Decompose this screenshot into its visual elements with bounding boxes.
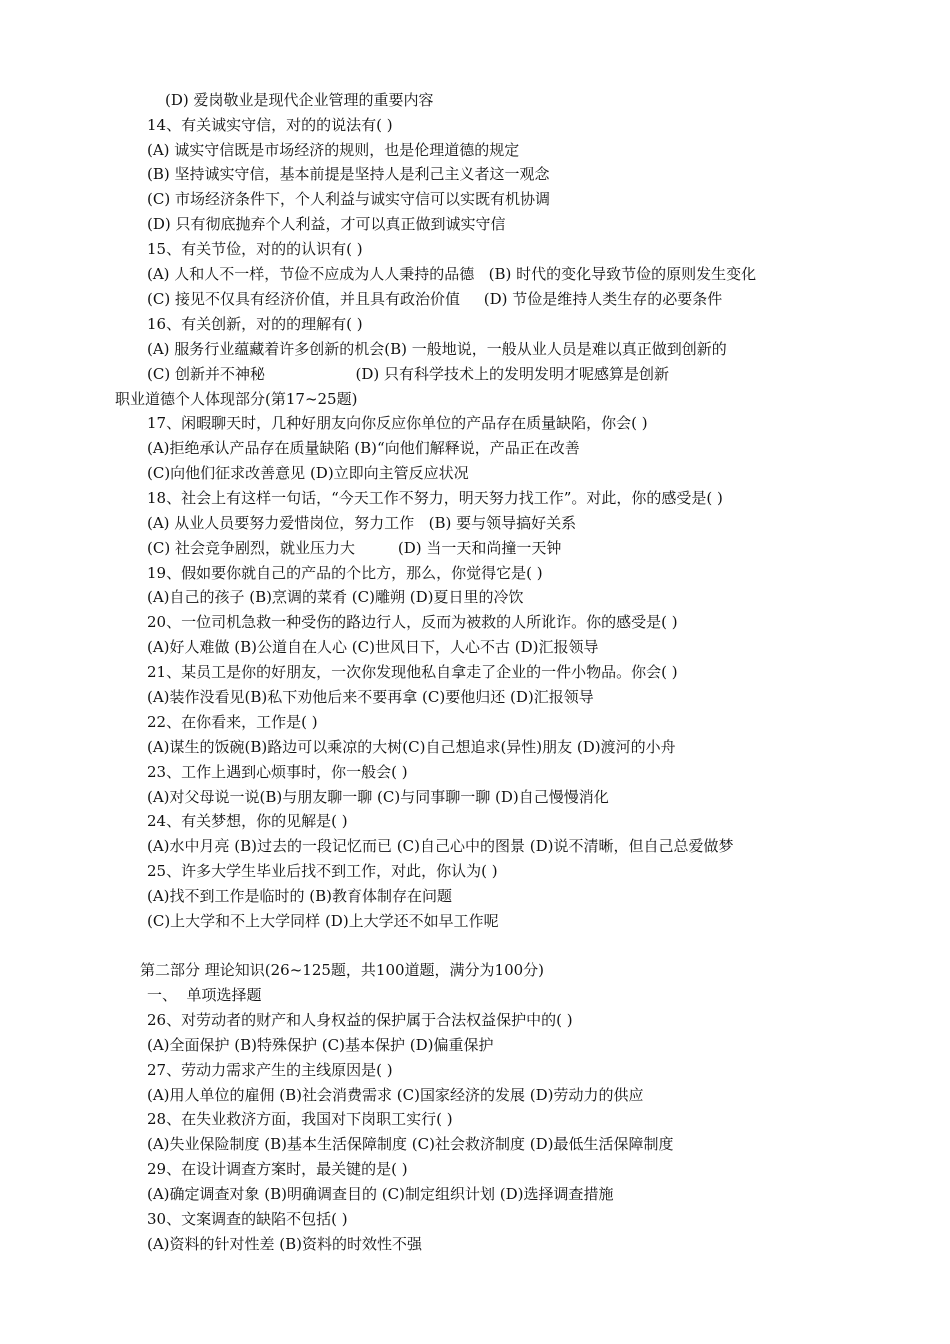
option-line: (C) 市场经济条件下，个人利益与诚实守信可以实既有机协调 bbox=[147, 190, 550, 208]
question-line: 24、有关梦想，你的见解是( ) bbox=[147, 812, 348, 830]
question-line: 15、有关节俭，对的的认识有( ) bbox=[147, 240, 363, 258]
question-line: 18、社会上有这样一句话，“今天工作不努力，明天努力找工作”。对此，你的感受是( ) bbox=[147, 489, 723, 507]
question-line: 29、在设计调查方案时，最关键的是( ) bbox=[147, 1160, 408, 1178]
question-line: 23、工作上遇到心烦事时，你一般会( ) bbox=[147, 763, 408, 781]
option-line: (A)确定调查对象 (B)明确调查目的 (C)制定组织计划 (D)选择调查措施 bbox=[147, 1185, 614, 1203]
question-line: 22、在你看来，工作是( ) bbox=[147, 713, 318, 731]
option-line: (A)全面保护 (B)特殊保护 (C)基本保护 (D)偏重保护 bbox=[147, 1036, 494, 1054]
question-line: 28、在失业救济方面，我国对下岗职工实行( ) bbox=[147, 1110, 453, 1128]
option-line: (D) 只有彻底抛弃个人利益，才可以真正做到诚实守信 bbox=[147, 215, 506, 233]
option-line: (C) 创新并不神秘 (D) 只有科学技术上的发明发明才呢感算是创新 bbox=[147, 365, 670, 383]
option-line: (A)拒绝承认产品存在质量缺陷 (B)“向他们解释说，产品正在改善 bbox=[147, 439, 580, 457]
option-line: (A)失业保险制度 (B)基本生活保障制度 (C)社会救济制度 (D)最低生活保障制度 bbox=[147, 1135, 674, 1153]
question-line: 14、有关诚实守信，对的的说法有( ) bbox=[147, 116, 393, 134]
option-line: (A)找不到工作是临时的 (B)教育体制存在问题 bbox=[147, 887, 453, 905]
option-line: (A)对父母说一说(B)与朋友聊一聊 (C)与同事聊一聊 (D)自己慢慢消化 bbox=[147, 788, 609, 806]
option-line: (B) 坚持诚实守信，基本前提是坚持人是利己主义者这一观念 bbox=[147, 165, 550, 183]
option-line: (A)水中月亮 (B)过去的一段记忆而已 (C)自己心中的图景 (D)说不清晰，但自己总爱做梦 bbox=[147, 837, 734, 855]
option-line: (A) 服务行业蕴藏着许多创新的机会(B) 一般地说，一般从业人员是难以真正做到创新的 bbox=[147, 340, 727, 358]
question-line: 25、许多大学生毕业后找不到工作，对此，你认为( ) bbox=[147, 862, 498, 880]
option-line: (A)谋生的饭碗(B)路边可以乘凉的大树(C)自己想追求(异性)朋友 (D)渡河的小舟 bbox=[147, 738, 676, 756]
option-line: (A) 从业人员要努力爱惜岗位，努力工作 (B) 要与领导搞好关系 bbox=[147, 514, 577, 532]
question-line: 30、文案调查的缺陷不包括( ) bbox=[147, 1210, 348, 1228]
question-line: 19、假如要你就自己的产品的个比方，那么，你觉得它是( ) bbox=[147, 564, 543, 582]
option-line: (C)向他们征求改善意见 (D)立即向主管反应状况 bbox=[147, 464, 469, 482]
option-line: (A)资料的针对性差 (B)资料的时效性不强 bbox=[147, 1235, 423, 1253]
option-line: (D) 爱岗敬业是现代企业管理的重要内容 bbox=[165, 91, 434, 109]
option-line: (A) 人和人不一样，节俭不应成为人人秉持的品德 (B) 时代的变化导致节俭的原则发生变化 bbox=[147, 265, 757, 283]
option-line: (A)好人难做 (B)公道自在人心 (C)世风日下，人心不古 (D)汇报领导 bbox=[147, 638, 599, 656]
option-line: (A)自己的孩子 (B)烹调的菜肴 (C)雕朔 (D)夏日里的冷饮 bbox=[147, 588, 524, 606]
question-line: 21、某员工是你的好朋友，一次你发现他私自拿走了企业的一件小物品。你会( ) bbox=[147, 663, 678, 681]
section-heading: 职业道德个人体现部分(第17~25题) bbox=[115, 390, 358, 408]
option-line: (A) 诚实守信既是市场经济的规则，也是伦理道德的规定 bbox=[147, 141, 520, 159]
option-line: (C) 接见不仅具有经济价值，并且具有政治价值 (D) 节俭是维持人类生存的必要条件 bbox=[147, 290, 723, 308]
section-heading: 第二部分 理论知识(26~125题，共100道题，满分为100分) bbox=[140, 961, 545, 979]
question-line: 26、对劳动者的财产和人身权益的保护属于合法权益保护中的( ) bbox=[147, 1011, 573, 1029]
option-line: (A)用人单位的雇佣 (B)社会消费需求 (C)国家经济的发展 (D)劳动力的供应 bbox=[147, 1086, 644, 1104]
subsection-heading: 一、 单项选择题 bbox=[147, 986, 262, 1004]
option-line: (C)上大学和不上大学同样 (D)上大学还不如早工作呢 bbox=[147, 912, 499, 930]
question-line: 17、闲暇聊天时，几种好朋友向你反应你单位的产品存在质量缺陷，你会( ) bbox=[147, 414, 648, 432]
question-line: 27、劳动力需求产生的主线原因是( ) bbox=[147, 1061, 393, 1079]
option-line: (A)装作没看见(B)私下劝他后来不要再拿 (C)要他归还 (D)汇报领导 bbox=[147, 688, 594, 706]
question-line: 16、有关创新，对的的理解有( ) bbox=[147, 315, 363, 333]
option-line: (C) 社会竞争剧烈，就业压力大 (D) 当一天和尚撞一天钟 bbox=[147, 539, 562, 557]
question-line: 20、一位司机急救一种受伤的路边行人，反而为被救的人所讹诈。你的感受是( ) bbox=[147, 613, 678, 631]
